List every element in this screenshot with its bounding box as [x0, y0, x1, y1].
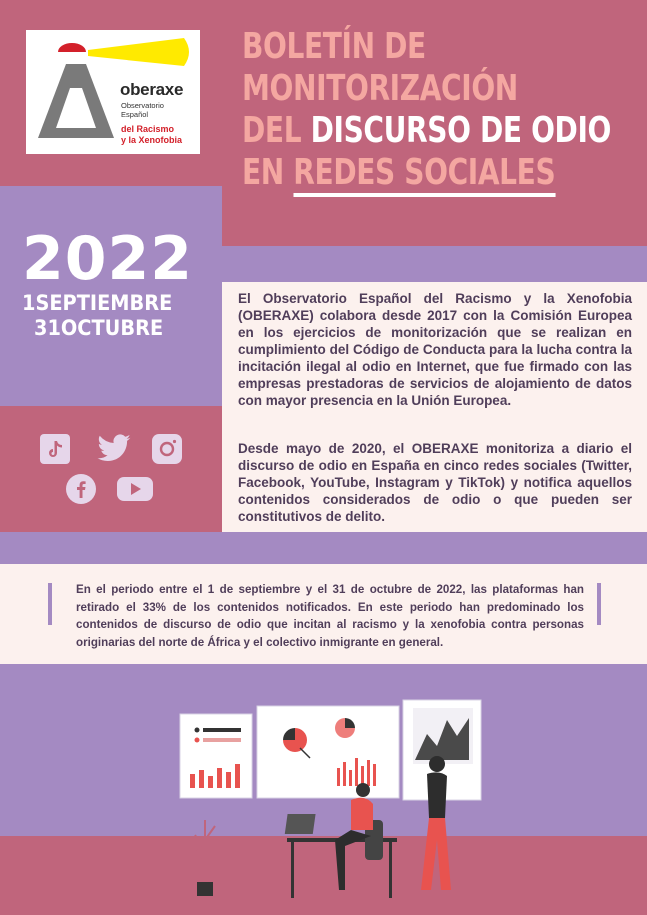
- logo-red-subtitle: del Racismo y la Xenofobia: [121, 124, 183, 145]
- lavender-stripe-top: [222, 246, 647, 282]
- logo-subtitle: Observatorio Español: [121, 101, 164, 119]
- tiktok-icon[interactable]: [40, 434, 70, 464]
- summary-paragraph: En el periodo entre el 1 de septiembre y el 31 de octubre de 2022, las plataformas han retirado el 33% de los contenidos notificados. En este periodo han predominado los contenidos de discurso de odio que incitan al racismo y la xenofobia contra personas originarias del norte de África y el colectivo inmigrante en general.: [76, 583, 584, 649]
- analytics-illustration: [175, 690, 495, 905]
- title-line-2: MONITORIZACIÓN: [242, 68, 518, 109]
- logo-brand-text: oberaxe: [120, 80, 184, 99]
- summary-right-bar: [597, 583, 601, 625]
- facebook-icon[interactable]: [66, 474, 96, 504]
- intro-paragraph-2: Desde mayo de 2020, el OBERAXE monitoriza a diario el discurso de odio en España en cinco redes sociales (Twitter, Facebook, YouTube, Instagram y TikTok) y notifica aquellos contenidos considerados de odio o que pueden ser constitutivos de delito.: [238, 441, 632, 524]
- lavender-stripe-mid: [0, 532, 647, 564]
- plant: [195, 820, 215, 896]
- twitter-icon[interactable]: [96, 434, 132, 464]
- period-start: 1SEPTIEMBRE: [22, 291, 173, 315]
- left-chart-board: [180, 714, 252, 798]
- oberaxe-logo: [26, 30, 200, 154]
- year: 2022: [22, 224, 193, 294]
- title-line-4: EN REDES SOCIALES: [242, 152, 554, 194]
- left-rose-column: [0, 406, 222, 532]
- title-line-1: BOLETÍN DE: [242, 26, 426, 67]
- instagram-icon[interactable]: [152, 434, 182, 464]
- bulletin-title: [242, 26, 612, 194]
- title-line-3: DEL DISCURSO DE ODIO: [242, 110, 612, 151]
- middle-chart-board: [257, 706, 399, 798]
- period-end: 31OCTUBRE: [34, 316, 164, 340]
- youtube-icon[interactable]: [116, 474, 154, 504]
- intro-paragraph-1: El Observatorio Español del Racismo y la Xenofobia (OBERAXE) colabora desde 2017 con la Comisión Europea en los ejercicios de monitorización que se realizan en cumplimiento del Código de Conducta para la lucha contra la incitación ilegal al odio en Internet, que fue firmado con las empresas prestadoras de servicios de alojamiento de datos con mayor presencia en la Unión Europea.: [238, 291, 632, 408]
- summary-left-bar: [48, 583, 52, 625]
